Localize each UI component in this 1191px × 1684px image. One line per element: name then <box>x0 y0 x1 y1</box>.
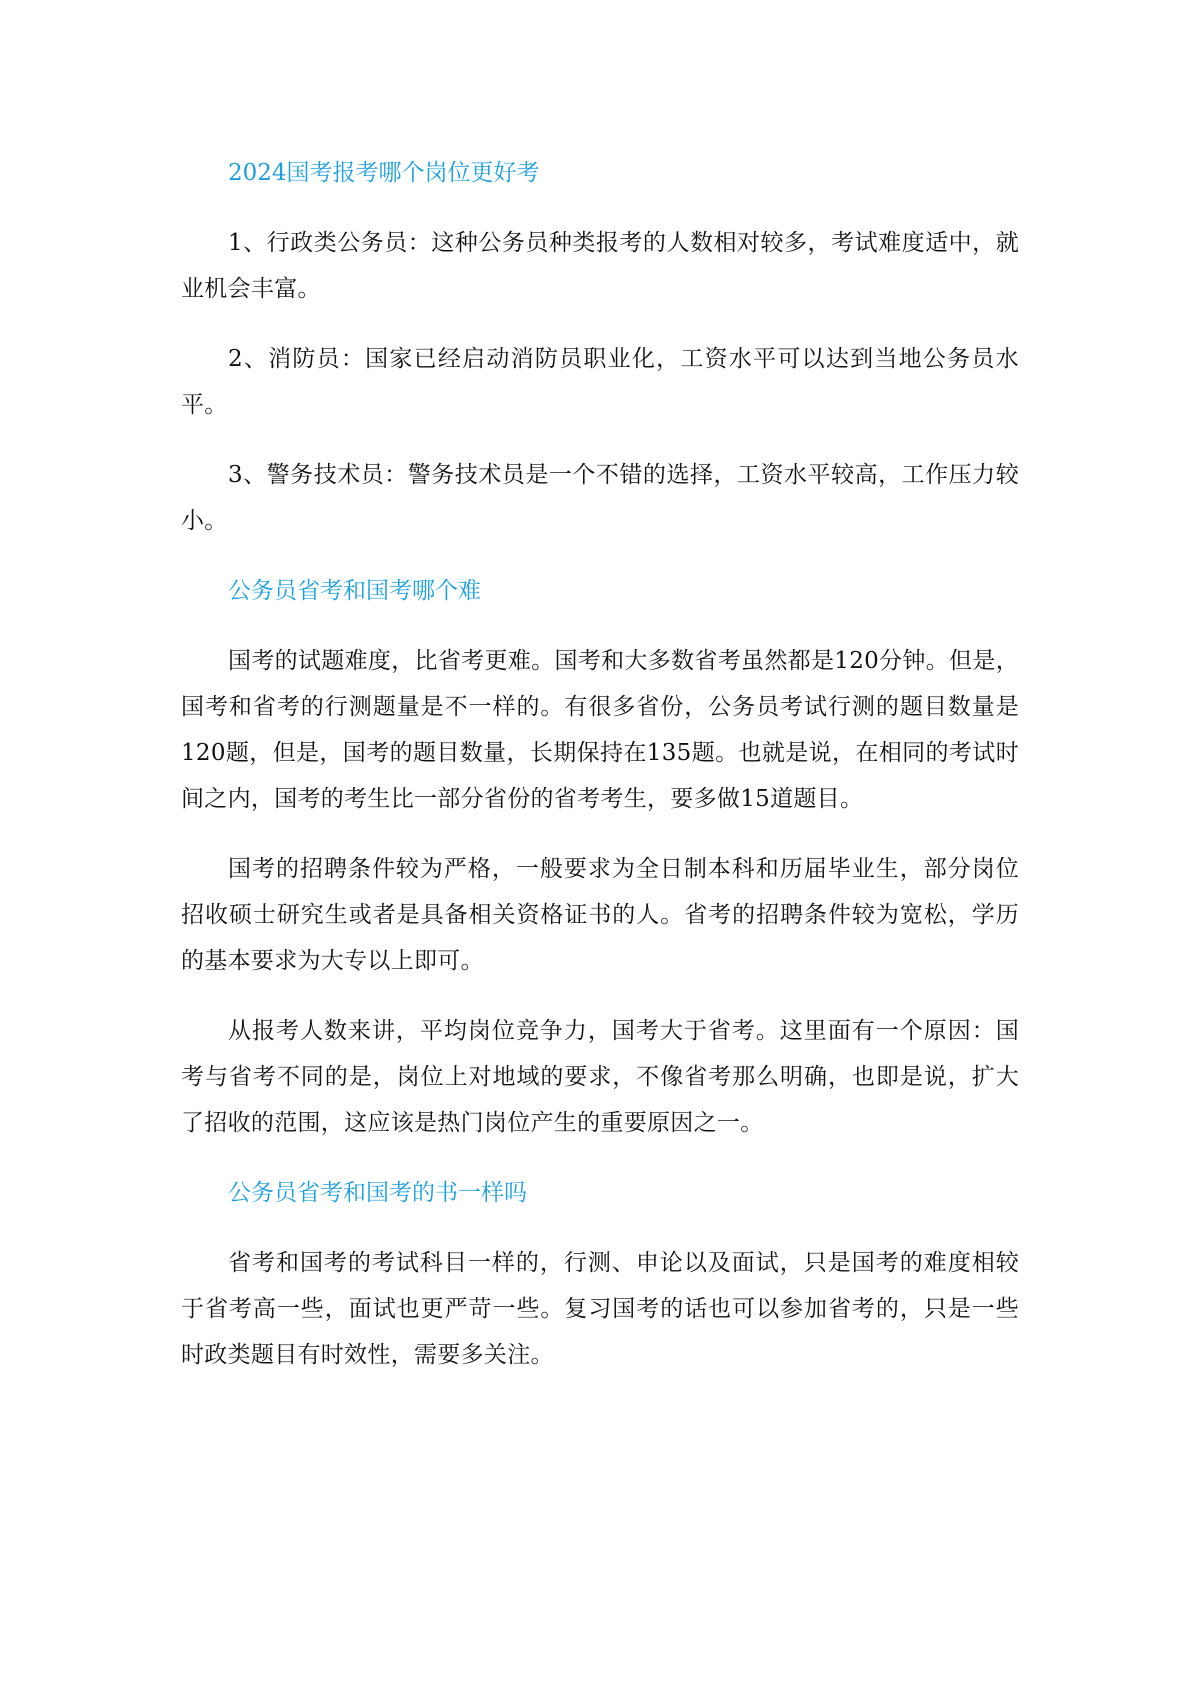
document-content <box>181 150 1019 1402</box>
section-heading: 公务员省考和国考的书一样吗 <box>228 1180 527 1206</box>
section-heading: 2024国考报考哪个岗位更好考 <box>228 160 540 186</box>
paragraph: 省考和国考的考试科目一样的，行测、申论以及面试，只是国考的难度相较于省考高一些，面试也更严苛一些。复习国考的话也可以参加省考的，只是一些时政类题目有时效性，需要多关注。 <box>181 1250 1019 1368</box>
paragraph: 从报考人数来讲，平均岗位竞争力，国考大于省考。这里面有一个原因：国考与省考不同的是，岗位上对地域的要求，不像省考那么明确，也即是说，扩大了招收的范围，这应该是热门岗位产生的重要原因之一。 <box>181 1018 1019 1136</box>
section-heading: 公务员省考和国考哪个难 <box>228 578 481 604</box>
paragraph: 1、行政类公务员：这种公务员种类报考的人数相对较多，考试难度适中，就业机会丰富。 <box>181 230 1019 302</box>
paragraph: 国考的试题难度，比省考更难。国考和大多数省考虽然都是120分钟。但是，国考和省考的行测题量是不一样的。有很多省份，公务员考试行测的题目数量是120题，但是，国考的题目数量，长期保持在135题。也就是说，在相同的考试时间之内，国考的考生比一部分省份的省考考生，要多做15道题目。 <box>181 648 1019 812</box>
paragraph: 国考的招聘条件较为严格，一般要求为全日制本科和历届毕业生，部分岗位招收硕士研究生或者是具备相关资格证书的人。省考的招聘条件较为宽松，学历的基本要求为大专以上即可。 <box>181 856 1019 974</box>
paragraph: 2、消防员：国家已经启动消防员职业化，工资水平可以达到当地公务员水平。 <box>181 346 1019 418</box>
paragraph: 3、警务技术员：警务技术员是一个不错的选择，工资水平较高，工作压力较小。 <box>181 462 1019 534</box>
